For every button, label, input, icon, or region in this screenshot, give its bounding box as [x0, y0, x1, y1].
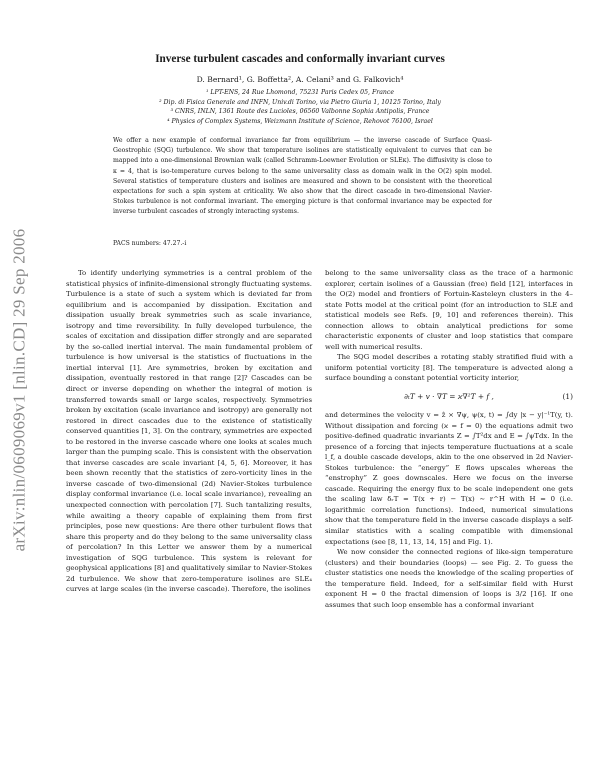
- velocity-paragraph: and determines the velocity v = ẑ × ∇ψ, ψ(x, t) = ∫dy |x − y|⁻¹T(y, t). Without dissipation and forcing (ϰ = f = 0) the equations admit two positive-defined quadratic invariants Z = ∫T²dx and E = ∫ψTdx. In the presence of a forcing that injects temperature fluctuations at a scale l_f, a double cascade develops, akin to the one observed in 2d Navier-Stokes turbulence: the “energy” E flows upscales whereas the “enstrophy” Z goes downscales. Here we focus on the inverse cascade. Requiring the energy flux to be scale independent one gets the scaling law δᵣT = T(x + r) − T(x) ∼ r^H with H = 0 (i.e. logarithmic correlation functions). Indeed, numerical simulations show that the temperature field in the inverse cascade displays a self-similar statistics with a scaling compatible with dimensional expectations (see [8, 11, 13, 14, 15] and Fig. 1).: [325, 411, 573, 546]
- affiliation-1: ¹ LPT-ENS, 24 Rue Lhomond, 75231 Paris Cedex 05, France: [205, 89, 395, 96]
- arxiv-id-text: arXiv:nlin/0609069v1 [nlin.CD] 29 Sep 2006: [9, 228, 28, 552]
- author-list: D. Bernard¹, G. Boffetta², A. Celani³ and G. Falkovich⁴: [196, 75, 404, 84]
- intro-paragraph: To identify underlying symmetries is a central problem of the statistical physics of infinite-dimensional strongly fluctuating systems. Turbulence is a state of such a system which is deviated far from equilibrium and is accompanied by dissipation. Excitation and dissipation usually break symmetries such as scale invariance, isotropy and time reversibility. In fully developed turbulence, the scales of excitation and dissipation differ strongly and are separated by the so-called inertial interval. The main fundamental problem of turbulence is how universal is the statistics of fluctuations in the inertial interval [1]. Are symmetries, broken by excitation and dissipation, eventually restored in that range [2]? Cascades can be direct or inverse depending on whether the integral of motion is transferred towards small or large scales, respectively. Symmetries broken by excitation (scale invariance and isotropy) are generally not restored in direct cascades due to the existence of statistically conserved quantities [1, 3]. On the contrary, symmetries are expected to be restored in the inverse cascade where one looks at scales much larger than the pumping scale. This is consistent with the observation that inverse cascades are scale invariant [4, 5, 6]. Moreover, it has been shown recently that the statistics of zero-vorticity lines in the inverse cascade of two-dimensional (2d) Navier-Stokes turbulence display conformal invariance (i.e. local scale invariance), revealing an unexpected connection with percolation [7]. Such tantalizing results, while awaiting a theory capable of explaining them from first principles, pose new questions: Are there other turbulent flows that share this property and do they belong to the same universality class of percolation? In this Letter we answer them by a numerical investigation of SQG turbulence. This system is relevant for geophysical applications [8] and qualitatively similar to Navier-Stokes 2d turbulence. We show that zero-temperature isolines are SLE₄ curves at large scales (in the inverse cascade). Therefore, the isolines: [66, 269, 312, 594]
- affiliation-2: ² Dip. di Fisica Generale and INFN, Univ.di Torino, via Pietro Giuria 1, 10125 Torino, Italy: [159, 98, 441, 106]
- paragraph-continuation: belong to the same universality class as the trace of a harmonic explorer, certain isolines of a Gaussian (free) field [12], interfaces in the O(2) model and frontiers of Fortuin-Kasteleyn clusters in the 4–state Potts model at the critical point (for an introduction to SLE and statistical models see Refs. [9, 10] and references therein). This connection allows to obtain analytical predictions for some characteristic exponents of cluster and loop statistics that compare well with numerical results.: [325, 269, 573, 351]
- affiliation-4: ⁴ Physics of Complex Systems, Weizmann Institute of Science, Rehovot 76100, Israel: [167, 118, 433, 126]
- arxiv-identifier: [8, 180, 30, 600]
- pacs-numbers: PACS numbers: 47.27.-i: [113, 240, 187, 247]
- affiliations: [70, 88, 530, 127]
- equation-1: [325, 384, 573, 410]
- abstract: We offer a new example of conformal invariance far from equilibrium — the inverse cascade of Surface Quasi-Geostrophic (SQG) turbulence. We show that temperature isolines are statistically equivalent to curves that can be mapped into a one-dimensional Brownian walk (called Schramm-Loewner Evolution or SLEκ). The diffusivity is close to κ = 4, that is iso-temperature curves belong to the same universality class as domain walk in the O(2) spin model. Several statistics of temperature clusters and isolines are measured and shown to be consistent with the theoretical expectations for such a spin system at criticality. We also show that the direct cascade in two-dimensional Navier-Stokes turbulence is not conformal invariant. The emerging picture is that conformal invariance may be expected for inverse turbulent cascades of strongly interacting systems.: [113, 137, 492, 216]
- paper-title: Inverse turbulent cascades and conformally invariant curves: [155, 53, 445, 65]
- right-column: [325, 268, 573, 610]
- clusters-paragraph: We now consider the connected regions of like-sign temperature (clusters) and their boundaries (loops) — see Fig. 2. To guess the cluster statistics one needs the knowledge of the scaling properties of the temperature field. Indeed, for a self-similar field with Hurst exponent H = 0 the fractal dimension of loops is 3/2 [16]. If one assumes that such loop ensemble has a conformal invariant: [325, 548, 573, 609]
- equation-number: (1): [562, 391, 573, 401]
- left-column: [66, 268, 312, 595]
- sqg-model-paragraph: The SQG model describes a rotating stably stratified fluid with a uniform potential vorticity [8]. The temperature is advected along a surface bounding a constant potential vorticity interior,: [325, 353, 573, 383]
- equation-body: ∂ₜT + v · ∇T = ϰ∇²T + f ,: [404, 391, 494, 401]
- affiliation-3: ³ CNRS, INLN, 1361 Route des Lucioles, 06560 Valbonne Sophia Antipolis, France: [170, 108, 430, 116]
